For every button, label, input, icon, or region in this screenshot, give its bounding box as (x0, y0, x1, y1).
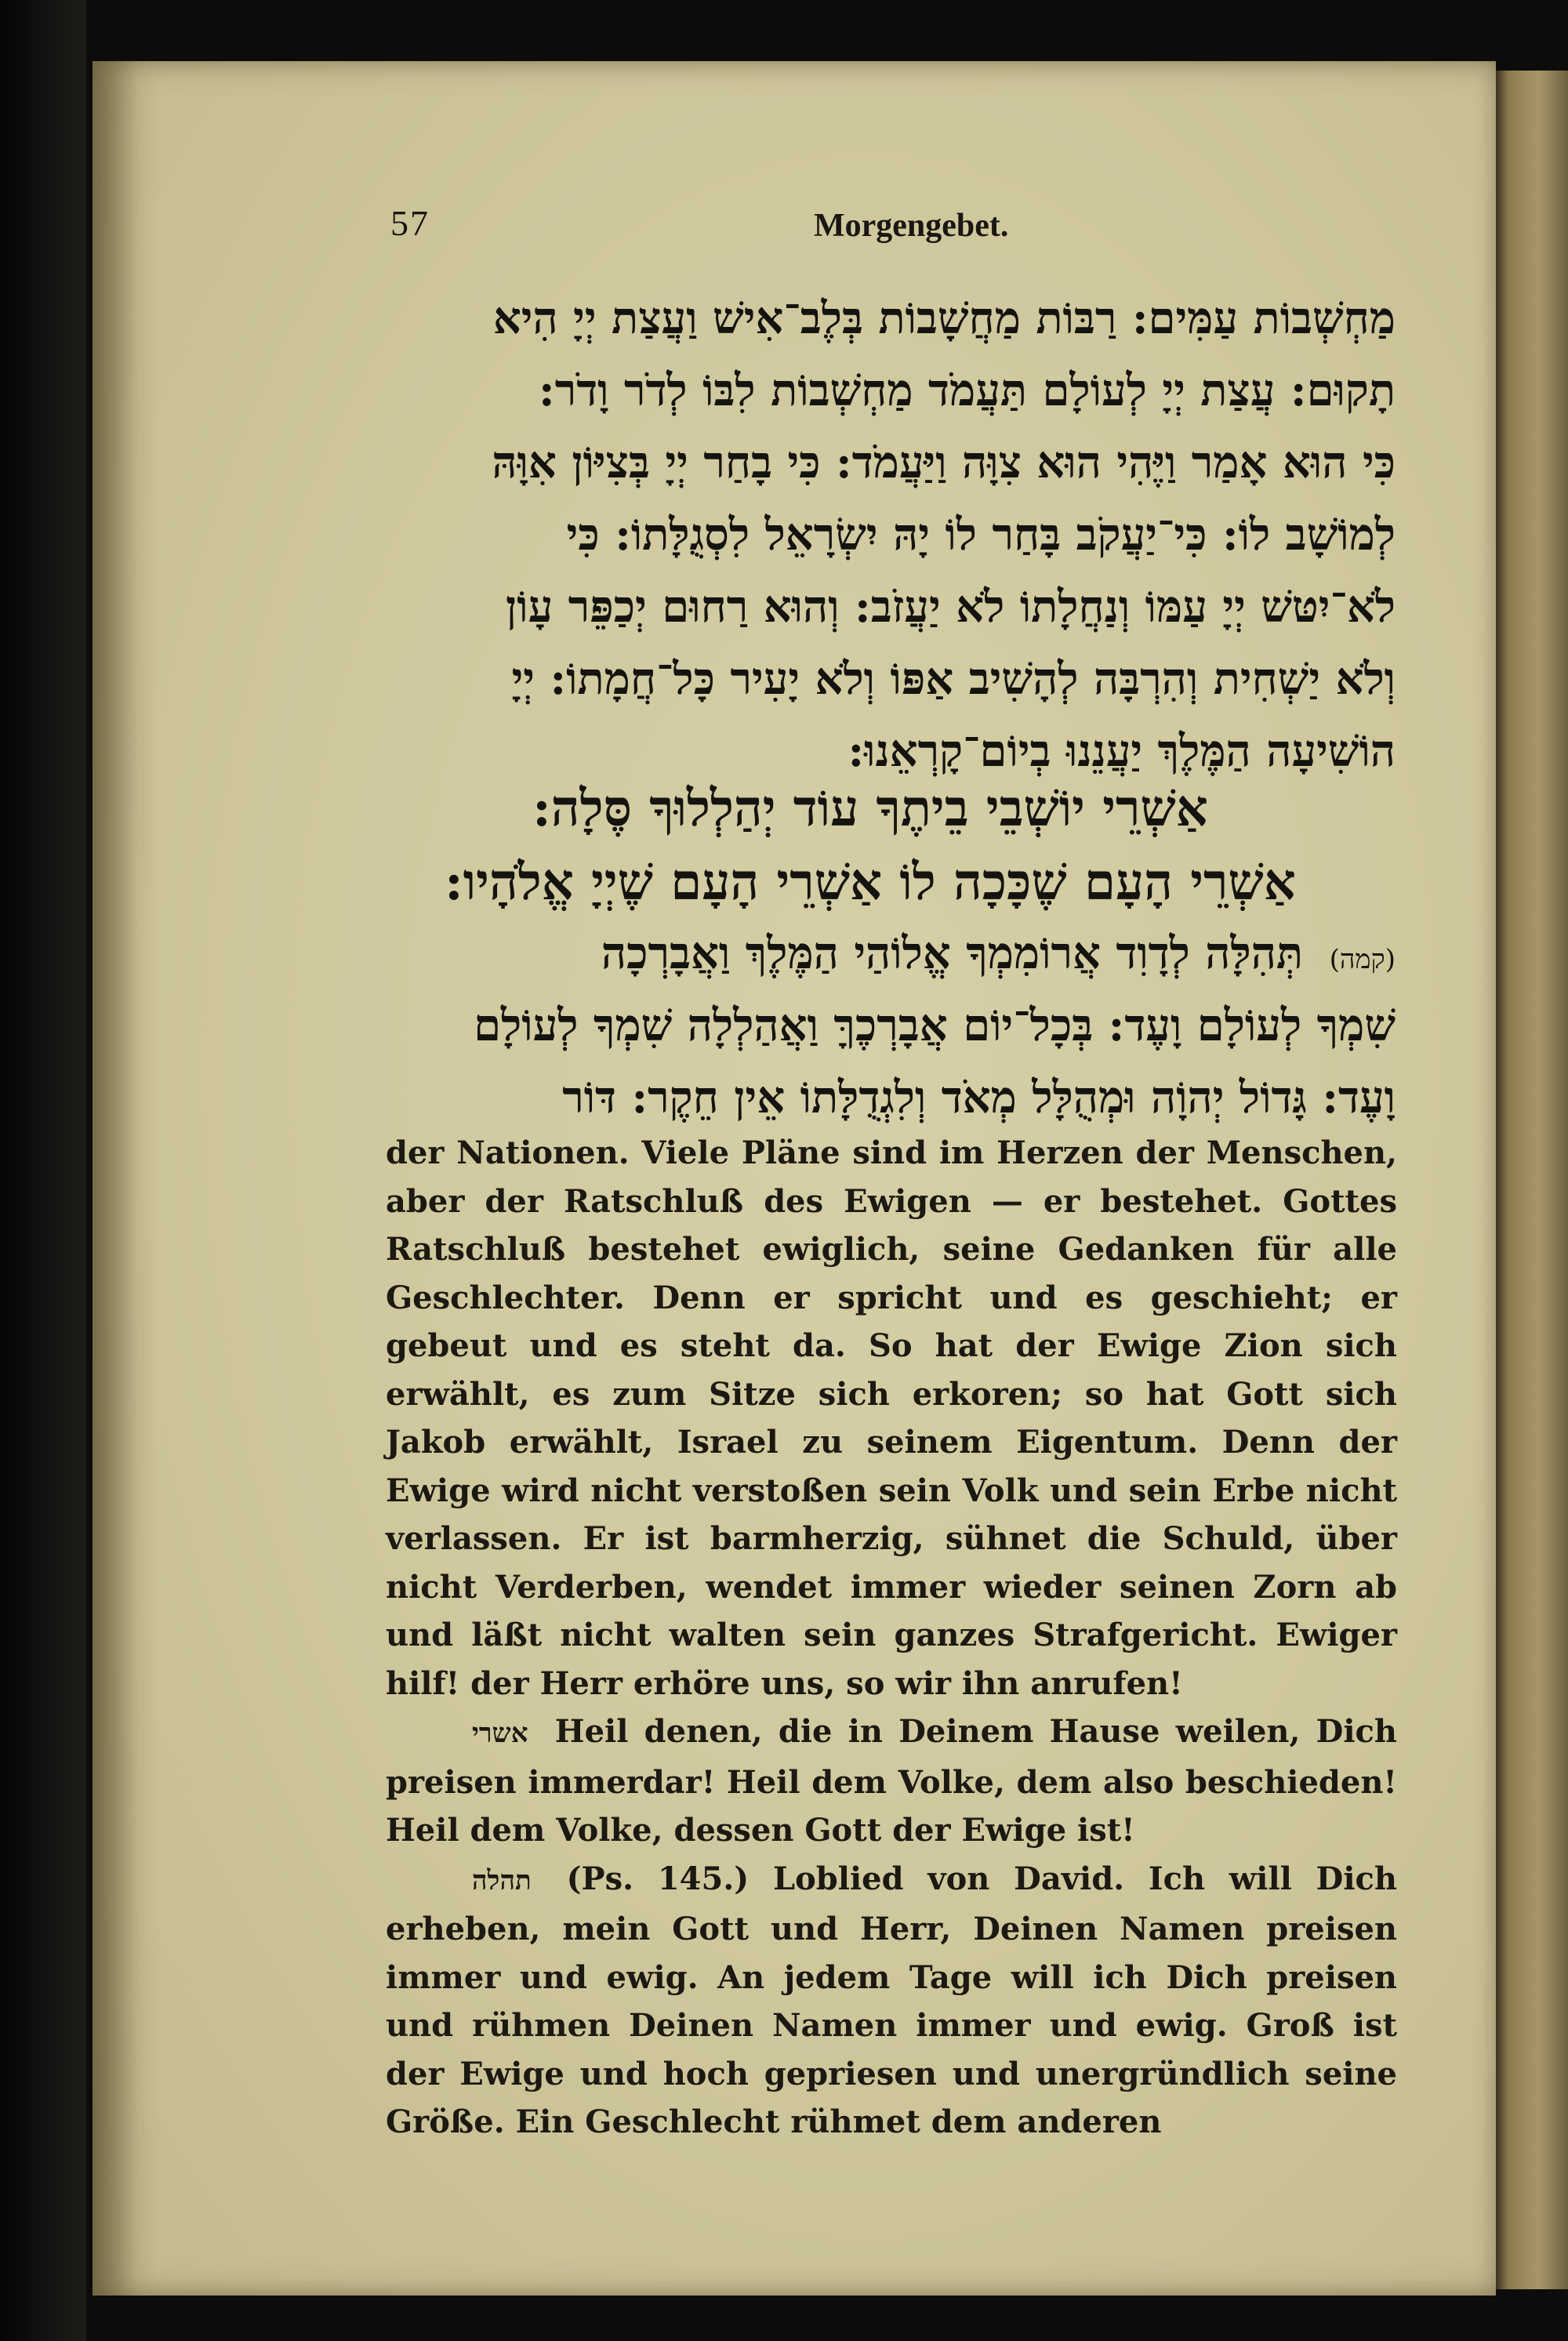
page-title: Morgengebet. (814, 208, 1009, 244)
hebrew-line: וְלֹא יַשְׁחִית וְהִרְבָּה לְהָשִׁיב אַפּוֹ וְלֹא יָעִיר כָּל־חֲמָתוֹ: יְיָ (511, 653, 1396, 705)
hebrew-line: לֹא־יִטּשׁ יְיָ עַמּוֹ וְנַחֲלָתוֹ לֹא יַעֲזֹב: וְהוּא רַחוּם יְכַפֵּר עָוֹן (505, 581, 1396, 633)
hebrew-verses (345, 772, 1396, 920)
page-gutter (93, 61, 159, 2296)
hebrew-psalm-text: תְּהִלָּה לְדָוִד אֲרוֹמִמְךָ אֱלוֹהַי הַמֶּלֶךְ וַאֲבָרְכָה (601, 927, 1304, 979)
hebrew-psalm-line (345, 917, 1396, 989)
hebrew-verse: אַשְׁרֵי הָעָם שֶׁכָּכָה לוֹ אַשְׁרֵי הָעָם שֶׁיְיָ אֱלֹהָיו: (445, 853, 1296, 912)
hebrew-psalm-line: וָעֶד: גָּדוֹל יְהוָֹה וּמְהֻלָּל מְאֹד וְלִגְדֻלָּתוֹ אֵין חֵקֶר: דּוֹר (562, 1072, 1396, 1123)
german-translation (386, 1129, 1397, 2147)
hebrew-line: לְמוֹשָׁב לוֹ: כִּי־יַעֲקֹב בָּחַר לוֹ יָהּ יִשְׂרָאֵל לִסְגֻלָּתוֹ: כִּי (566, 509, 1396, 561)
german-paragraph-text: Heil denen, die in Deinem Hause weilen, Dich preisen immerdar! Heil dem Volke, dem also beschieden! Heil dem Volke, dessen Gott der Ewige ist! (386, 1713, 1397, 1849)
hebrew-psalm (345, 917, 1396, 1134)
german-paragraph (386, 1708, 1397, 1855)
hebrew-paragraph (345, 282, 1396, 787)
hebrew-psalm-line: שִׁמְךָ לְעוֹלָם וָעֶד: בְּכָל־יוֹם אֲבָרְכֶךָּ וַאֲהַלְלָה שִׁמְךָ לְעוֹלָם (474, 1000, 1396, 1051)
psalm-number-marker: (קמה) (1329, 944, 1396, 975)
german-paragraph: der Nationen. Viele Pläne sind im Herzen der Menschen, aber der Ratschluß des Ewigen — er bestehet. Gottes Ratschluß bestehet ewiglich, seine Gedanken für alle Geschlechter. Denn er spricht und es geschieht; er gebeut und es steht da. So hat der Ewige Zion sich erwählt, es zum Sitze sich erkoren; so hat Gott sich Jakob erwählt, Israel zu seinem Eigentum. Denn der Ewige wird nicht verstoßen sein Volk und sein Erbe nicht verlassen. Er ist barmherzig, sühnet die Schuld, über nicht Verderben, wendet immer wieder seinen Zorn ab und läßt nicht walten sein ganzes Strafgericht. Ewiger hilf! der Herr erhöre uns, so wir ihn anrufen! (386, 1134, 1397, 1702)
hebrew-cue-word: אשרי (472, 1718, 528, 1749)
book-binding (0, 0, 86, 2341)
hebrew-line: מַחְשְׁבוֹת עַמִּים: רַבּוֹת מַחֲשָׁבוֹת בְּלֶב־אִישׁ וַעֲצַת יְיָ הִיא (492, 292, 1396, 344)
hebrew-cue-word: תהלה (472, 1864, 532, 1896)
hebrew-line: כִּי הוּא אָמַר וַיֶּהִי הוּא צִוָּה וַיַּעֲמֹד: כִּי בָחַר יְיָ בְּצִיּוֹן אִוָּהּ (492, 437, 1396, 488)
hebrew-line: תָקוּם: עֲצַת יְיָ לְעוֹלָם תַּעֲמֹד מַחְשְׁבוֹת לִבּוֹ לְדֹר וָדֹר: (539, 365, 1396, 416)
next-page-edge (1494, 71, 1568, 2289)
page-number: 57 (390, 203, 430, 243)
running-head (93, 202, 1496, 265)
german-paragraph-text: (Ps. 145.) Loblied von David. Ich will Dich erheben, mein Gott und Herr, Deinen Namen preisen immer und ewig. An jedem Tage will ich Dich preisen und rühmen Deinen Namen immer und ewig. Groß ist der Ewige und hoch gepriesen und unergründlich seine Größe. Ein Geschlecht rühmet dem anderen (386, 1860, 1397, 2140)
hebrew-verse: אַשְׁרֵי יוֹשְׁבֵי בֵיתֶךָ עוֹד יְהַלְלוּךָ סֶּלָה: (532, 779, 1208, 838)
german-paragraph (386, 1855, 1397, 2147)
hebrew-line: הוֹשִׁיעָה הַמֶּלֶךְ יַעֲנֵנוּ בְיוֹם־קָרְאֵנוּ: (848, 725, 1396, 777)
